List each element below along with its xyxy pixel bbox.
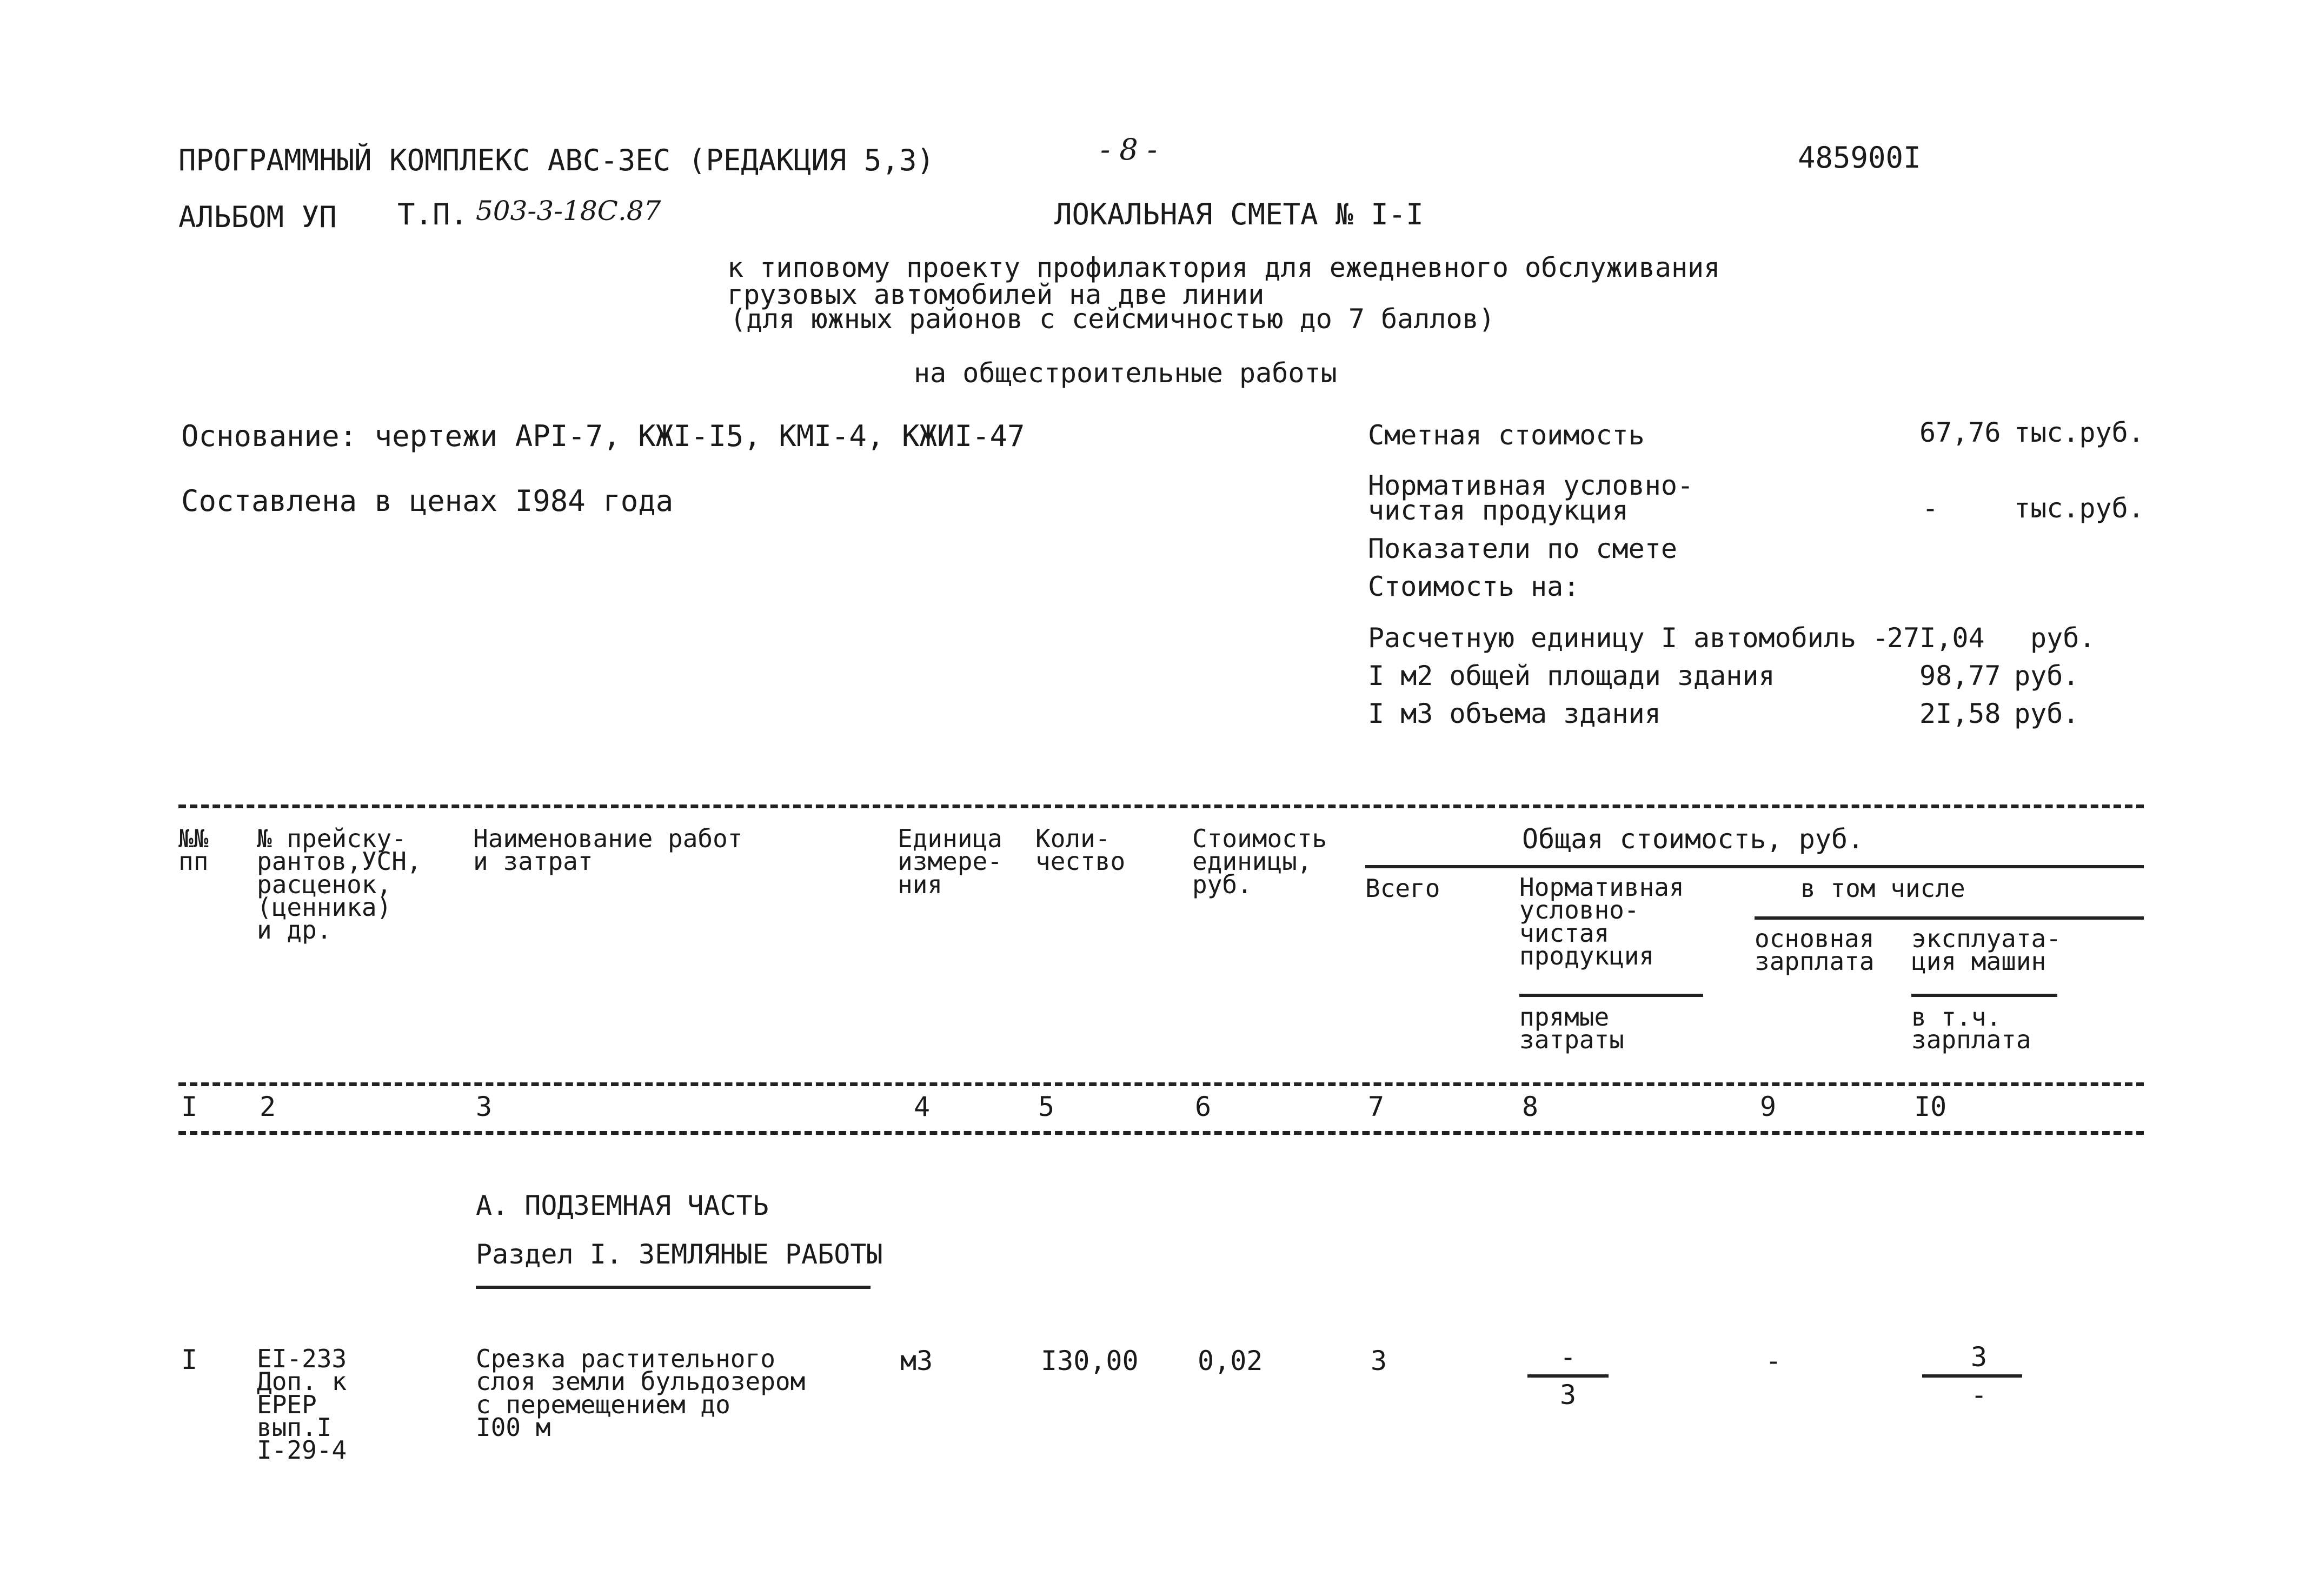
column-number: I0 (1914, 1091, 1947, 1122)
section-underline (476, 1286, 871, 1289)
subtitle-line-1: к типовому проекту профилактория для ежедневного обслуживания (727, 252, 1720, 283)
area-label: I м2 общей площади здания (1368, 660, 1775, 691)
row-unit: м3 (900, 1345, 933, 1376)
col-header-name: Наименование работ и затрат (473, 824, 743, 876)
col-header-including: в том числе (1800, 874, 1965, 903)
col-header-normative: Нормативная условно- чистая продукция (1519, 873, 1684, 970)
volume-unit: руб. (2014, 698, 2079, 729)
row-num: I (181, 1344, 198, 1375)
normative-rule (1519, 994, 1703, 997)
area-value: 98,77 (1919, 660, 2001, 691)
column-number: 6 (1195, 1091, 1212, 1122)
col-header-machines-salary: в т.ч. зарплата (1911, 1002, 2031, 1055)
row-machines-top: 3 (1971, 1341, 1988, 1373)
indicators-label: Показатели по смете (1368, 533, 1677, 564)
col-header-unit-cost: Стоимость единицы, руб. (1192, 824, 1327, 899)
cost-on-label: Стоимость на: (1368, 571, 1580, 602)
section-heading: Раздел I. ЗЕМЛЯНЫЕ РАБОТЫ (476, 1239, 883, 1270)
row-normative-bottom: 3 (1560, 1379, 1577, 1411)
column-number: 9 (1760, 1091, 1777, 1122)
subtitle-line-2: грузовых автомобилей на две линии (727, 279, 1265, 310)
col-header-total-group: Общая стоимость, руб. (1522, 823, 1864, 855)
col-header-price: № прейску- рантов,УСН, расценок, (ценника) и др. (257, 824, 422, 945)
column-number: 2 (260, 1091, 276, 1122)
row-unit-cost: 0,02 (1198, 1345, 1263, 1376)
col-header-qty: Коли- чество (1035, 824, 1126, 876)
basis-drawings: Основание: чертежи АРI-7, КЖI-I5, КМI-4, КЖИI-47 (181, 419, 1025, 453)
col-header-total: Всего (1365, 874, 1440, 903)
row-salary: - (1765, 1345, 1782, 1376)
col-header-machines: эксплуата- ция машин (1911, 924, 2061, 976)
column-number: 3 (476, 1091, 493, 1122)
unit-car-label: Расчетную единицу I автомобиль - (1368, 622, 1889, 654)
machines-rule (1911, 994, 2057, 997)
column-numbers-rule (178, 1131, 2144, 1135)
page-number: - 8 - (1100, 132, 1158, 167)
tp-label: Т.П. (397, 197, 468, 231)
estimated-cost-value: 67,76 (1919, 417, 2001, 448)
row-name: Срезка растительного слоя земли бульдозером с перемещением до I00 м (476, 1344, 806, 1442)
normative-unit: тыс.руб. (2014, 493, 2144, 524)
estimate-title: ЛОКАЛЬНАЯ СМЕТА № I-I (1054, 197, 1424, 231)
column-number: 7 (1368, 1091, 1385, 1122)
album-label: АЛЬБОМ УП (178, 200, 337, 234)
estimated-cost-unit: тыс.руб. (2014, 417, 2144, 448)
col-header-direct: прямые затраты (1519, 1002, 1624, 1055)
total-group-rule (1365, 865, 2144, 868)
document-number: 485900I (1798, 141, 1921, 175)
row-qty: I30,00 (1041, 1345, 1139, 1376)
subtitle-line-4: на общестроительные работы (914, 357, 1337, 389)
row-normative-top: - (1560, 1341, 1577, 1373)
volume-value: 2I,58 (1919, 698, 2001, 729)
row-machines-fraction-line (1922, 1374, 2022, 1378)
column-number: I (181, 1091, 198, 1122)
estimated-cost-label: Сметная стоимость (1368, 420, 1645, 451)
row-total: 3 (1371, 1345, 1387, 1376)
volume-label: I м3 объема здания (1368, 698, 1661, 729)
tp-value: 503-3-18С.87 (476, 195, 661, 227)
row-normative-fraction-line (1527, 1374, 1609, 1378)
header-bottom-rule (178, 1082, 2144, 1086)
table-top-rule (178, 804, 2144, 808)
normative-value: - (1922, 493, 1939, 524)
area-unit: руб. (2014, 660, 2079, 691)
part-heading: А. ПОДЗЕМНАЯ ЧАСТЬ (476, 1190, 769, 1221)
column-number: 5 (1038, 1091, 1055, 1122)
col-header-salary: основная зарплата (1755, 924, 1875, 976)
unit-car-unit: руб. (2030, 622, 2096, 654)
row-machines-bottom: - (1971, 1379, 1988, 1411)
row-price-ref: ЕI-233 Доп. к ЕРЕР вып.I I-29-4 (257, 1344, 347, 1465)
normative-label: Нормативная условно- чистая продукция (1368, 470, 1694, 526)
col-header-num: №№ пп (178, 824, 209, 876)
column-number: 4 (914, 1091, 931, 1122)
col-header-unit: Единица измере- ния (898, 824, 1002, 899)
including-rule (1755, 916, 2144, 920)
basis-prices: Составлена в ценах I984 года (181, 484, 674, 518)
program-title: ПРОГРАММНЫЙ КОМПЛЕКС АВС-ЗЕС (РЕДАКЦИЯ 5,3) (178, 143, 934, 177)
subtitle-line-3: (для южных районов с сейсмичностью до 7 баллов) (730, 303, 1495, 335)
unit-car-value: 27I,04 (1887, 622, 1985, 654)
column-number: 8 (1522, 1091, 1539, 1122)
